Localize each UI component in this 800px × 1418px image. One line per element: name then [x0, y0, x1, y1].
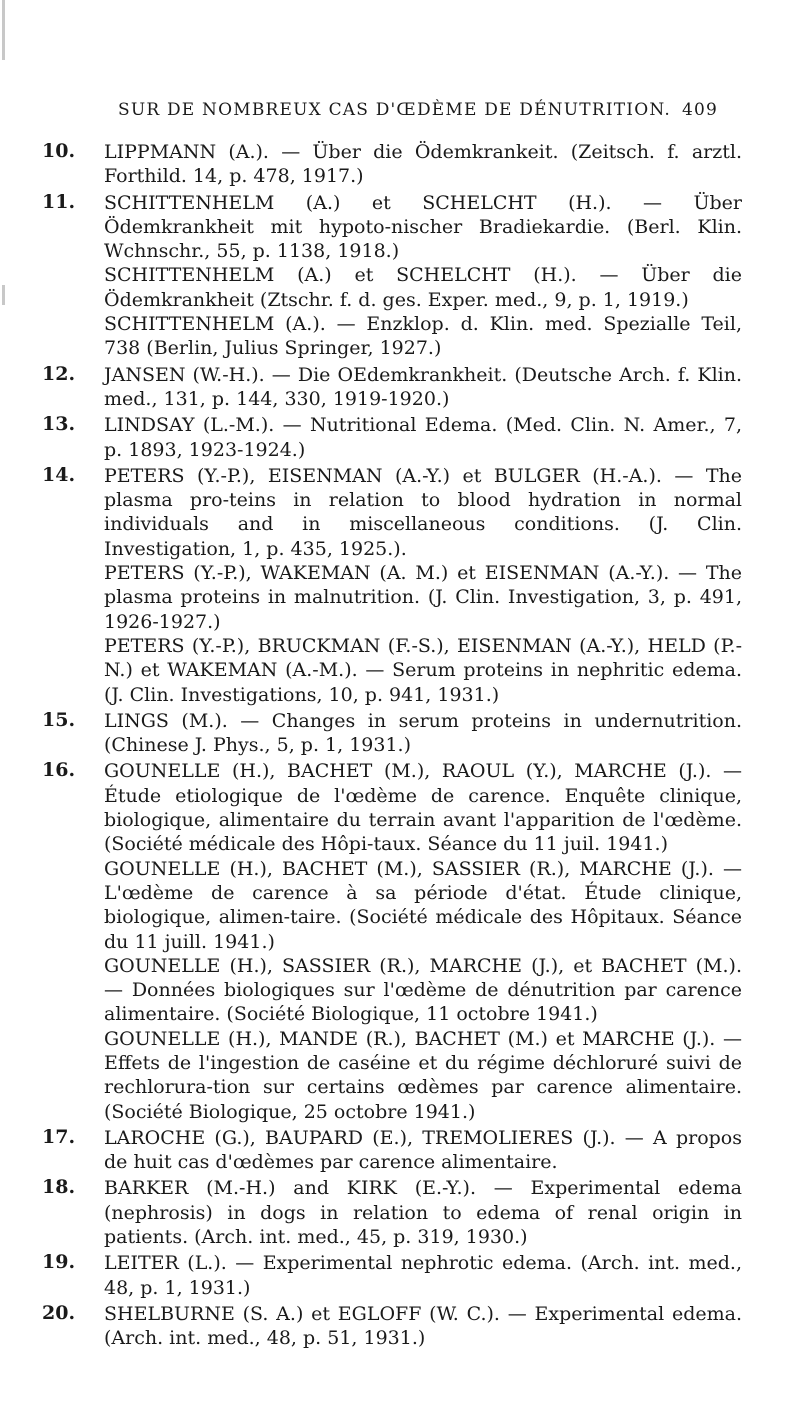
reference-item: [42, 709, 742, 758]
reference-item: [42, 363, 742, 412]
reference-entry: PETERS (Y.-P.), EISENMAN (A.-Y.) et BULGER (H.-A.). — The plasma pro-teins in relation to blood hydration in normal individuals and in miscellaneous conditions. (J. Clin. Investigation, 1, p. 435, 1925.).: [104, 464, 742, 560]
reference-number: 15.: [42, 708, 76, 731]
reference-number: 13.: [42, 413, 76, 436]
reference-item: [42, 1126, 742, 1175]
reference-number: 18.: [42, 1176, 76, 1199]
reference-entry: LEITER (L.). — Experimental nephrotic edema. (Arch. int. med., 48, p. 1, 1931.): [104, 1252, 742, 1299]
reference-number: 17.: [42, 1125, 76, 1148]
scan-edge-mark: [2, 285, 5, 305]
reference-entry: LINGS (M.). — Changes in serum proteins in undernutrition. (Chinese J. Phys., 5, p. 1, 1931.): [104, 709, 742, 757]
reference-entry: PETERS (Y.-P.), BRUCKMAN (F.-S.), EISENMAN (A.-Y.), HELD (P.-N.) et WAKEMAN (A.-M.). — Serum proteins in nephritic edema. (J. Clin. Investigations, 10, p. 941, 1931.): [104, 634, 742, 706]
reference-number: 12.: [42, 362, 76, 385]
running-title: SUR DE NOMBREUX CAS D'ŒDÈME DE DÉNUTRITION.: [118, 100, 671, 120]
reference-item: [42, 1302, 742, 1351]
scan-edge-mark: [2, 0, 5, 60]
page-number: 409: [681, 100, 718, 120]
reference-item: [42, 1251, 742, 1300]
reference-entry: LINDSAY (L.-M.). — Nutritional Edema. (Med. Clin. N. Amer., 7, p. 1893, 1923-1924.): [104, 414, 742, 461]
reference-entry: GOUNELLE (H.), BACHET (M.), RAOUL (Y.), MARCHE (J.). — Étude etiologique de l'œdème de carence. Enquête clinique, biologique, alimentaire du terrain avant l'apparition de l'œdème. (Société médicale des Hôpi-taux. Séance du 11 juil. 1941.): [104, 760, 742, 856]
reference-item: [42, 1176, 742, 1249]
reference-entry: PETERS (Y.-P.), WAKEMAN (A. M.) et EISENMAN (A.-Y.). — The plasma proteins in malnutrition. (J. Clin. Investigation, 3, p. 491, 1926-1927.): [104, 562, 742, 633]
reference-item: [42, 413, 742, 462]
reference-entry: LAROCHE (G.), BAUPARD (E.), TREMOLIERES (J.). — A propos de huit cas d'œdèmes par carence alimentaire.: [104, 1126, 742, 1174]
reference-entry: SHELBURNE (S. A.) et EGLOFF (W. C.). — Experimental edema. (Arch. int. med., 48, p. 51, 1931.): [104, 1302, 742, 1350]
reference-number: 19.: [42, 1251, 76, 1274]
reference-item: [42, 140, 742, 189]
reference-list: [42, 140, 742, 1353]
reference-item: [42, 191, 742, 361]
reference-number: 20.: [42, 1301, 76, 1324]
reference-entry: JANSEN (W.-H.). — Die OEdemkrankheit. (Deutsche Arch. f. Klin. med., 131, p. 144, 330, 1919-1920.): [104, 363, 742, 410]
reference-entry: SCHITTENHELM (A.) et SCHELCHT (H.). — Über Ödemkrankheit mit hypoto-nischer Bradiekardie. (Berl. Klin. Wchnschr., 55, p. 1138, 1918.): [104, 191, 742, 263]
reference-number: 14.: [42, 463, 76, 486]
reference-entry: LIPPMANN (A.). — Über die Ödemkrankeit. (Zeitsch. f. arztl. Forthild. 14, p. 478, 1917.): [104, 141, 742, 188]
reference-entry: GOUNELLE (H.), BACHET (M.), SASSIER (R.), MARCHE (J.). — L'œdème de carence à sa période d'état. Étude clinique, biologique, alimen-taire. (Société médicale des Hôpitaux. Séance du 11 juill. 1941.): [104, 857, 742, 953]
running-header: [118, 100, 718, 120]
reference-entry: GOUNELLE (H.), SASSIER (R.), MARCHE (J.), et BACHET (M.). — Données biologiques sur l'œdème de dénutrition par carence alimentaire. (Société Biologique, 11 octobre 1941.): [104, 954, 742, 1026]
reference-entry: SCHITTENHELM (A.) et SCHELCHT (H.). — Über die Ödemkrankheit (Ztschr. f. d. ges. Exper. med., 9, p. 1, 1919.): [104, 264, 742, 311]
reference-entry: SCHITTENHELM (A.). — Enzklop. d. Klin. med. Spezialle Teil, 738 (Berlin, Julius Springer, 1927.): [104, 313, 742, 360]
reference-number: 11.: [42, 190, 76, 213]
reference-item: [42, 464, 742, 707]
reference-entry: GOUNELLE (H.), MANDE (R.), BACHET (M.) et MARCHE (J.). — Effets de l'ingestion de caséine et du régime déchloruré suivi de rechlorura-tion sur certains œdèmes par carence alimentaire. (Société Biologique, 25 octobre 1941.): [104, 1027, 742, 1123]
reference-number: 16.: [42, 759, 76, 782]
reference-number: 10.: [42, 140, 76, 162]
reference-item: [42, 759, 742, 1123]
reference-entry: BARKER (M.-H.) and KIRK (E.-Y.). — Experimental edema (nephrosis) in dogs in relation to edema of renal origin in patients. (Arch. int. med., 45, p. 319, 1930.): [104, 1177, 742, 1249]
